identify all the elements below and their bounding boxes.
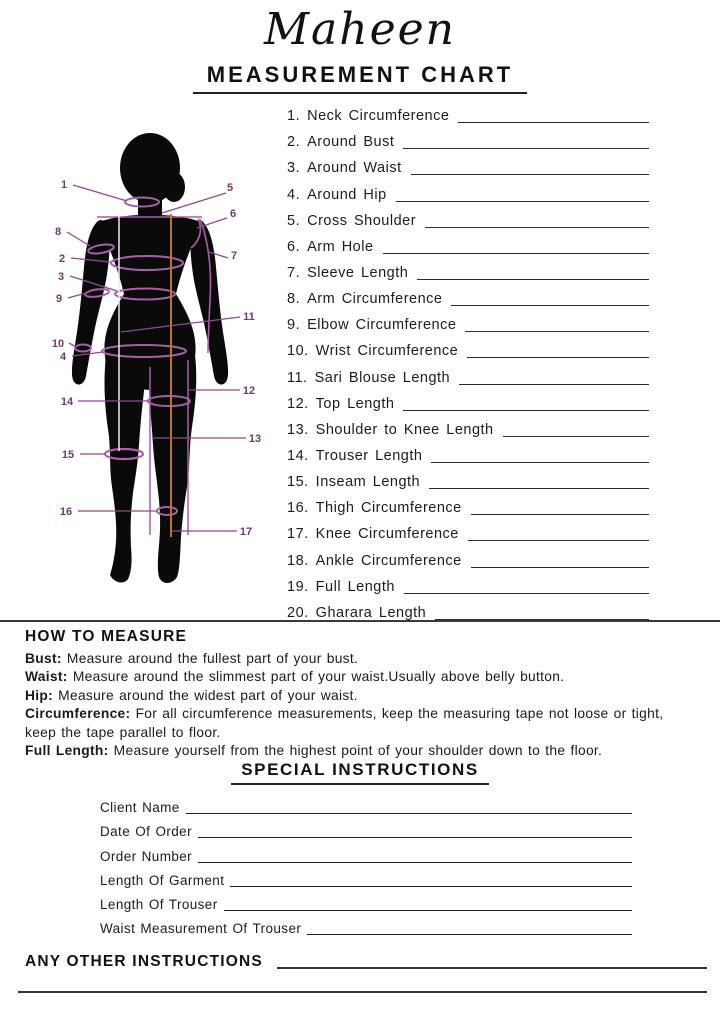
term-label: Waist: [25, 669, 68, 685]
term-label: Bust: [25, 651, 62, 666]
measurement-blank-line [467, 357, 649, 358]
page-title: MEASUREMENT CHART [193, 62, 527, 94]
measurement-number: 16. [287, 500, 309, 517]
silhouette-hair-bun [163, 172, 185, 202]
figure-marker-6: 6 [229, 208, 237, 220]
field-blank-line [224, 910, 632, 911]
measurement-label: Sleeve Length [307, 264, 409, 281]
brand-logo: Maheen [263, 4, 457, 55]
measurement-row [287, 231, 649, 257]
field-blank-line [230, 886, 632, 887]
measurement-row [287, 440, 649, 466]
measurement-row [287, 335, 649, 361]
measurement-number: 10. [287, 343, 309, 360]
measurement-label: Trouser Length [315, 447, 423, 464]
measurement-number: 3. [287, 160, 301, 177]
instructions-blank-line [277, 967, 707, 969]
measurement-number: 7. [287, 264, 301, 281]
field-blank-line [198, 862, 632, 863]
how-to-measure-heading: HOW TO MEASURE [25, 628, 188, 645]
measurement-number: 17. [287, 526, 309, 543]
measurement-label: Full Length [315, 578, 395, 595]
figure-marker-17: 17 [239, 526, 253, 538]
figure-marker-8: 8 [54, 226, 62, 238]
figure-marker-15: 15 [61, 449, 75, 461]
measurement-number: 15. [287, 474, 309, 491]
measurement-blank-line [503, 436, 649, 437]
measurement-blank-line [458, 122, 649, 123]
how-to-measure-item [25, 742, 697, 760]
form-field-row [100, 889, 632, 913]
measurement-blank-line [396, 201, 649, 202]
measurement-label: Around Waist [307, 160, 402, 177]
body-measurement-figure [40, 127, 280, 621]
measurement-row [287, 492, 649, 518]
term-label: Hip: [25, 687, 54, 703]
measurement-label: Top Length [315, 395, 395, 412]
measurement-row [287, 205, 649, 231]
measurement-label: Knee Circumference [315, 526, 459, 543]
measurement-number: 13. [287, 421, 309, 438]
page-title-wrap [0, 62, 720, 94]
measurement-label: Neck Circumference [307, 108, 450, 125]
measurement-row [287, 388, 649, 414]
figure-marker-13: 13 [248, 433, 262, 445]
term-text: Measure around the widest part of your waist. [58, 687, 358, 703]
measurement-blank-line [403, 148, 649, 149]
section-divider [0, 620, 720, 622]
figure-marker-1: 1 [60, 179, 68, 191]
measurement-row [287, 518, 649, 544]
field-label: Order Number [100, 848, 193, 864]
measurement-label: Shoulder to Knee Length [315, 421, 494, 438]
field-label: Waist Measurement Of Trouser [100, 921, 302, 937]
figure-marker-4: 4 [59, 351, 67, 363]
measurement-row [287, 309, 649, 335]
measurement-blank-line [403, 410, 649, 411]
special-instructions-heading: SPECIAL INSTRUCTIONS [231, 760, 489, 785]
measurement-blank-line [404, 593, 649, 594]
measurement-label: Arm Hole [307, 238, 374, 255]
measurement-blank-line [425, 227, 649, 228]
measurement-blank-line [411, 174, 649, 175]
instructions-blank-line-2 [18, 991, 707, 993]
measurement-row [287, 361, 649, 387]
measurement-row [287, 597, 649, 623]
field-blank-line [186, 813, 632, 814]
measurement-number: 4. [287, 186, 301, 203]
measurement-blank-line [471, 514, 649, 515]
special-instructions-heading-wrap [0, 760, 720, 785]
measurement-label: Wrist Circumference [315, 343, 459, 360]
measurement-row [287, 571, 649, 597]
term-label: Full Length: [25, 743, 109, 759]
special-instructions-fields [100, 792, 632, 937]
any-other-instructions-section [25, 952, 707, 971]
figure-marker-16: 16 [59, 506, 73, 518]
measurement-row [287, 544, 649, 570]
measurement-number: 2. [287, 134, 301, 151]
term-text: For all circumference measurements, keep the measuring tape not loose or tight, keep the tape parallel to floor. [25, 706, 664, 740]
measurement-row [287, 414, 649, 440]
figure-marker-5: 5 [226, 182, 234, 194]
measurement-number: 1. [287, 108, 301, 125]
term-text: Measure around the fullest part of your bust. [66, 651, 359, 666]
measurement-blank-line [465, 331, 649, 332]
measurement-blank-line [429, 488, 649, 489]
form-field-row [100, 816, 632, 840]
measurement-number: 9. [287, 317, 301, 334]
figure-marker-3: 3 [57, 271, 65, 283]
field-blank-line [198, 837, 632, 838]
form-field-row [100, 792, 632, 816]
measurement-number: 14. [287, 447, 309, 464]
measurement-row [287, 466, 649, 492]
form-field-row [100, 865, 632, 889]
measurement-row [287, 283, 649, 309]
measurement-list [287, 100, 649, 623]
measurement-number: 20. [287, 604, 309, 621]
figure-marker-12: 12 [242, 385, 256, 397]
field-label: Length Of Garment [100, 872, 225, 888]
measurement-number: 11. [287, 369, 308, 386]
measurement-number: 8. [287, 291, 301, 308]
measurement-number: 5. [287, 212, 301, 229]
measurement-label: Ankle Circumference [315, 552, 462, 569]
measurement-label: Thigh Circumference [315, 500, 462, 517]
any-other-instructions-heading: ANY OTHER INSTRUCTIONS [25, 953, 263, 970]
how-to-measure-item [25, 668, 697, 686]
measurement-blank-line [468, 540, 649, 541]
form-field-row [100, 840, 632, 864]
measurement-label: Sari Blouse Length [314, 369, 451, 386]
measurement-blank-line [451, 305, 649, 306]
measurement-blank-line [417, 279, 649, 280]
measurement-row [287, 152, 649, 178]
measurement-label: Around Bust [307, 134, 395, 151]
how-to-measure-item [25, 687, 697, 705]
measurement-number: 6. [287, 238, 301, 255]
measurement-blank-line [471, 567, 649, 568]
measurement-label: Arm Circumference [307, 291, 443, 308]
measurement-row [287, 100, 649, 126]
measurement-number: 18. [287, 552, 309, 569]
measurement-blank-line [459, 384, 649, 385]
measurement-label: Elbow Circumference [307, 317, 457, 334]
figure-marker-2: 2 [58, 253, 66, 265]
field-label: Client Name [100, 800, 180, 816]
term-text: Measure around the slimmest part of your waist.Usually above belly button. [72, 669, 565, 685]
measurement-label: Inseam Length [315, 474, 421, 491]
field-label: Length Of Trouser [100, 896, 218, 912]
measurement-label: Around Hip [307, 186, 387, 203]
figure-marker-10: 10 [51, 338, 65, 350]
field-label: Date Of Order [100, 824, 192, 840]
figure-marker-14: 14 [60, 396, 74, 408]
measurement-label: Gharara Length [315, 604, 427, 621]
term-label: Circumference: [25, 706, 131, 722]
measurement-label: Cross Shoulder [307, 212, 417, 229]
figure-marker-9: 9 [55, 293, 63, 305]
measurement-number: 12. [287, 395, 309, 412]
figure-marker-7: 7 [230, 250, 238, 262]
measurement-row [287, 257, 649, 283]
field-blank-line [307, 934, 632, 935]
term-text: Measure yourself from the highest point of your shoulder down to the floor. [113, 743, 603, 759]
measurement-blank-line [383, 253, 649, 254]
measurement-row [287, 126, 649, 152]
measurement-number: 19. [287, 578, 309, 595]
how-to-measure-section [25, 628, 697, 760]
figure-marker-11: 11 [243, 311, 255, 323]
form-field-row [100, 913, 632, 937]
measurement-row [287, 178, 649, 204]
how-to-measure-item [25, 650, 697, 668]
silhouette-left-leg [105, 355, 146, 582]
measurement-blank-line [431, 462, 649, 463]
how-to-measure-item [25, 705, 697, 742]
